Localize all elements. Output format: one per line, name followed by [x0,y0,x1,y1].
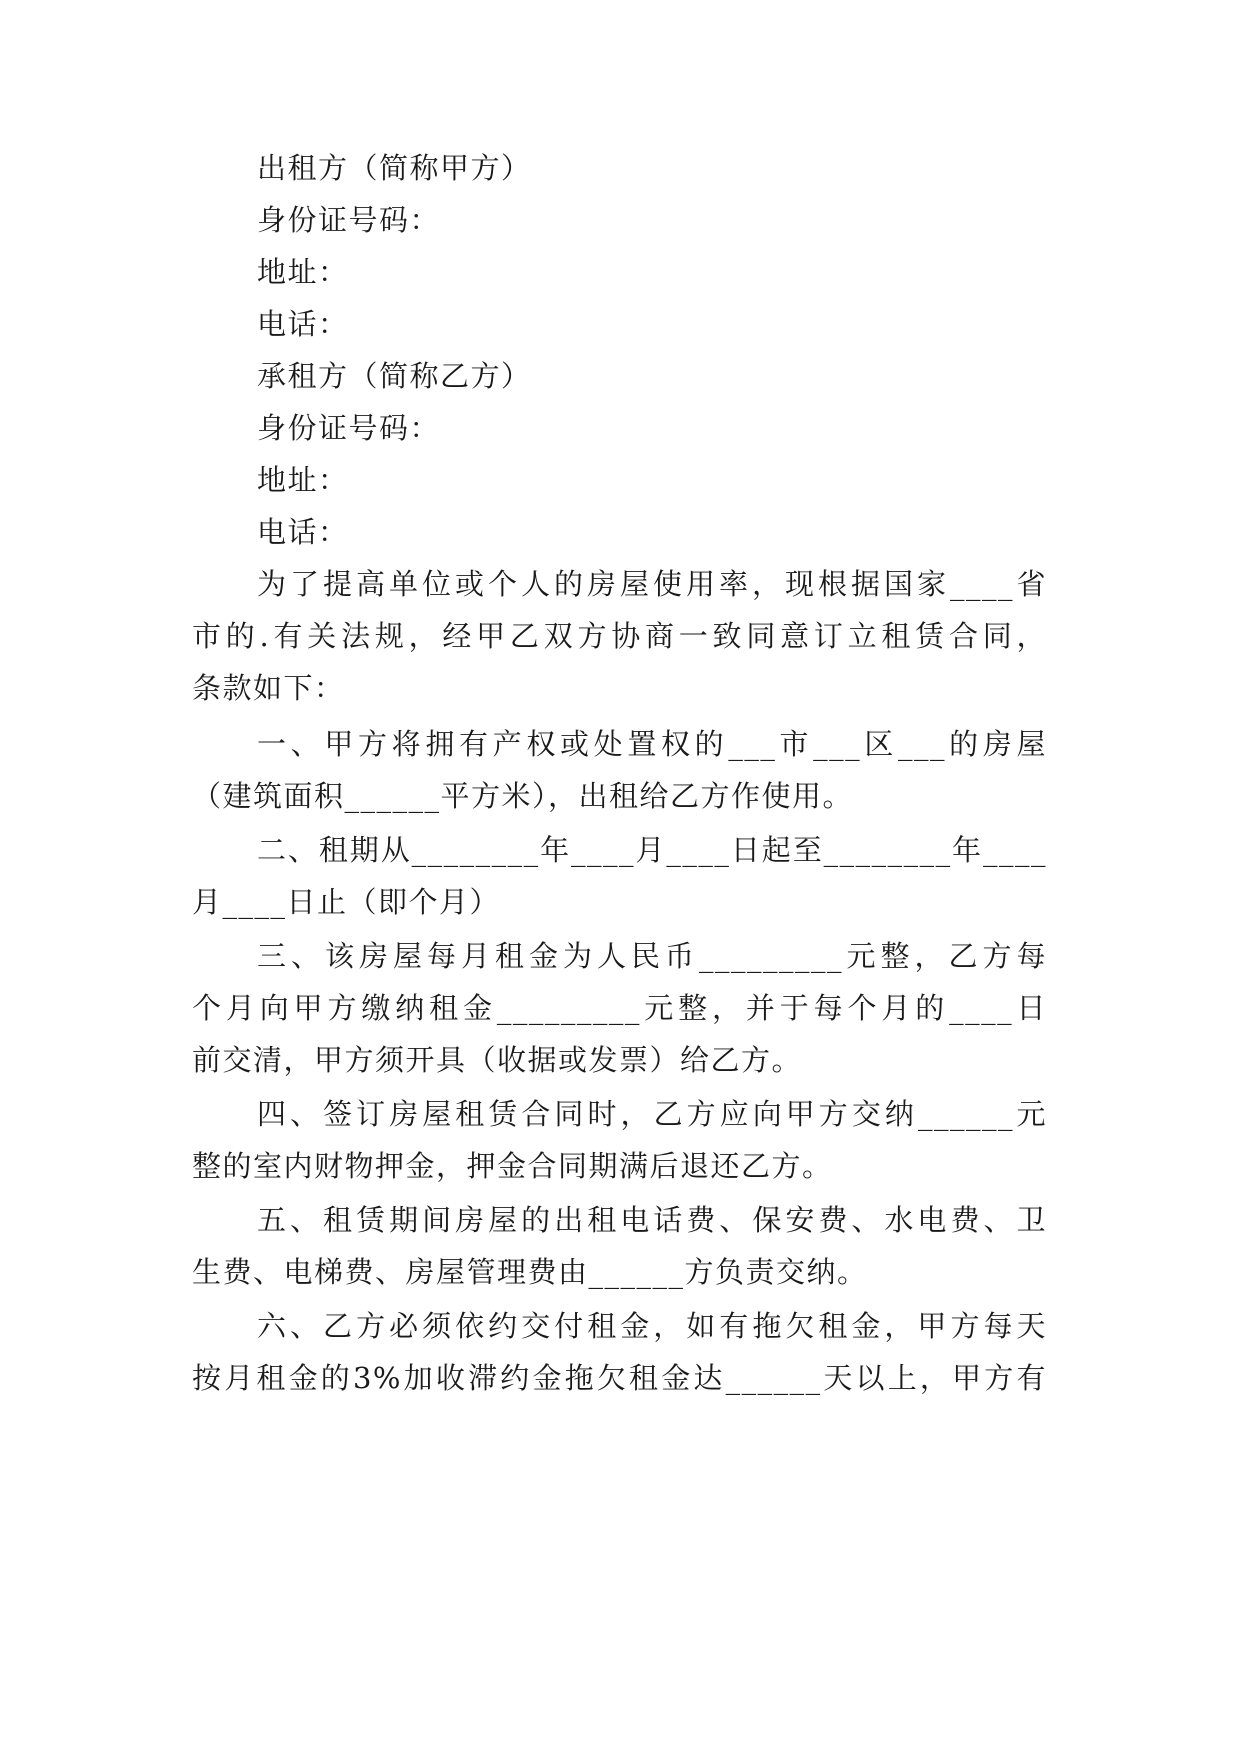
lessor-title: 出租方（简称甲方） [257,151,532,185]
lessee-phone-label: 电话： [257,515,349,549]
lessor-id-label: 身份证号码： [257,203,441,237]
clause-6-line: 六、乙方必须依约交付租金，如有拖欠租金，甲方每天 [257,1309,1047,1343]
clause-3-line: 前交清，甲方须开具（收据或发票）给乙方。 [192,1043,803,1077]
clause-3-line: 三、该房屋每月租金为人民币_________元整，乙方每 [257,939,1047,973]
lessee-id-label: 身份证号码： [257,411,441,445]
lessee-title: 承租方（简称乙方） [257,359,532,393]
clause-1-line: （建筑面积______平方米），出租给乙方作使用。 [192,779,854,813]
clause-1-line: 一、甲方将拥有产权或处置权的___市___区___的房屋 [257,727,1047,761]
clause-3-line: 个月向甲方缴纳租金_________元整，并于每个月的____日 [192,991,1047,1025]
clause-4-line: 整的室内财物押金，押金合同期满后退还乙方。 [192,1149,833,1183]
preamble-line: 条款如下： [192,671,345,705]
lessee-address-label: 地址： [257,463,349,497]
lessor-phone-label: 电话： [257,307,349,341]
clause-5-line: 生费、电梯费、房屋管理费由______方负责交纳。 [192,1255,868,1289]
clause-2-line: 二、租期从________年____月____日起至________年____ [257,833,1047,867]
clause-4-line: 四、签订房屋租赁合同时，乙方应向甲方交纳______元 [257,1097,1047,1131]
preamble-line: 为了提高单位或个人的房屋使用率，现根据国家____省 [257,567,1047,601]
clause-6-line: 按月租金的3%加收滞约金拖欠租金达______天以上，甲方有 [192,1361,1047,1395]
lessor-address-label: 地址： [257,255,349,289]
clause-2-line: 月____日止（即个月） [192,885,501,919]
preamble-line: 市的.有关法规，经甲乙双方协商一致同意订立租赁合同， [192,619,1047,653]
clause-5-line: 五、租赁期间房屋的出租电话费、保安费、水电费、卫 [257,1203,1047,1237]
